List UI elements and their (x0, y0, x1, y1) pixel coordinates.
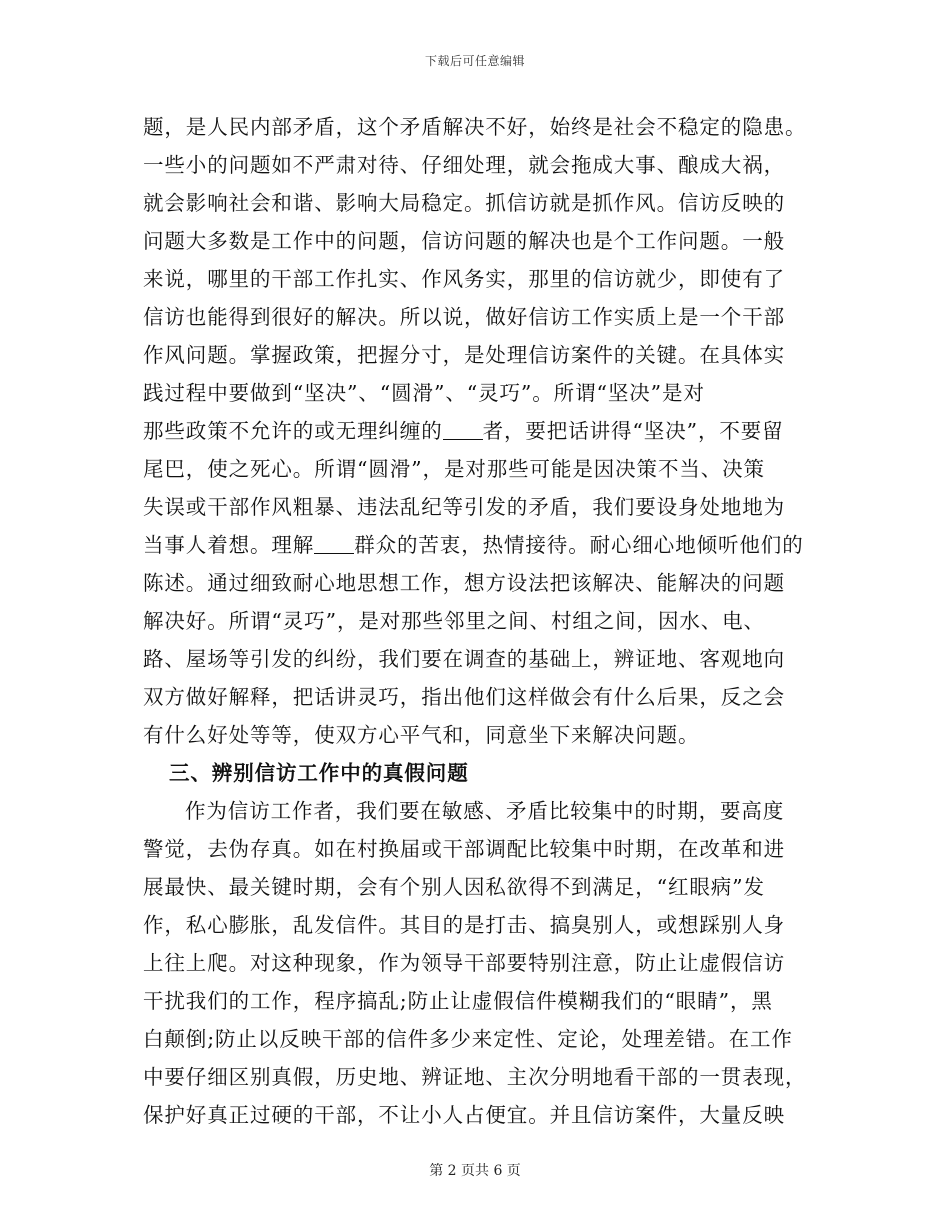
body-line: 白颠倒;防止以反映干部的信件多少来定性、定论，处理差错。在工作 (143, 1027, 793, 1051)
body-line: 警觉，去伪存真。如在村换届或干部调配比较集中时期，在改革和进 (143, 837, 785, 861)
paragraph-first-line: 作为信访工作者，我们要在敏感、矛盾比较集中的时期，要高度 (185, 799, 785, 823)
body-line: 信访也能得到很好的解决。所以说，做好信访工作实质上是一个干部 (143, 305, 785, 329)
body-line: 题，是人民内部矛盾，这个矛盾解决不好，始终是社会不稳定的隐患。 (143, 115, 807, 139)
body-line: 问题大多数是工作中的问题，信访问题的解决也是个工作问题。一般 (143, 229, 785, 253)
body-line-with-blank (143, 412, 803, 450)
body-line: 就会影响社会和谐、影响大局稳定。抓信访就是抓作风。信访反映的 (143, 191, 785, 215)
body-line: 一些小的问题如不严肃对待、仔细处理，就会拖成大事、酿成大祸， (143, 153, 785, 177)
body-line: 解决好。所谓“灵巧”，是对那些邻里之间、村组之间，因水、电、 (143, 609, 765, 633)
body-line: 中要仔细区别真假，历史地、辨证地、主次分明地看干部的一贯表现， (143, 1065, 807, 1089)
document-body (143, 108, 807, 1134)
fill-in-blank (314, 531, 354, 554)
section-heading: 三、辨别信访工作中的真假问题 (169, 761, 469, 785)
body-line: 作风问题。掌握政策，把握分寸，是处理信访案件的关键。在具体实 (143, 343, 785, 367)
line-segment: 当事人着想。理解 (143, 533, 315, 557)
body-line: 干扰我们的工作，程序搞乱;防止让虚假信件模糊我们的“眼睛”，黑 (143, 989, 773, 1013)
body-line: 上往上爬。对这种现象，作为领导干部要特别注意，防止让虚假信访 (143, 951, 785, 975)
line-segment: 那些政策不允许的或无理纠缠的 (143, 419, 443, 443)
body-line-with-blank (143, 526, 803, 564)
body-line: 双方做好解释，把话讲灵巧，指出他们这样做会有什么后果，反之会 (143, 685, 785, 709)
body-line: 保护好真正过硬的干部，不让小人占便宜。并且信访案件，大量反映 (143, 1103, 785, 1127)
body-line: 作，私心膨胀，乱发信件。其目的是打击、搞臭别人，或想踩别人身 (143, 913, 785, 937)
page-number-footer: 第 2 页共 6 页 (429, 1163, 521, 1179)
body-line: 践过程中要做到“坚决”、“圆滑”、“灵巧”。所谓“坚决”是对 (143, 381, 705, 405)
body-line: 展最快、最关键时期，会有个别人因私欲得不到满足，“红眼病”发 (143, 875, 765, 899)
body-line: 路、屋场等引发的纠纷，我们要在调查的基础上，辨证地、客观地向 (143, 647, 785, 671)
body-line: 陈述。通过细致耐心地思想工作，想方设法把该解决、能解决的问题 (143, 571, 785, 595)
body-line: 有什么好处等等，使双方心平气和，同意坐下来解决问题。 (143, 723, 700, 747)
body-line: 尾巴，使之死心。所谓“圆滑”，是对那些可能是因决策不当、决策 (143, 457, 765, 481)
fill-in-blank (443, 417, 483, 440)
body-line: 失误或干部作风粗暴、违法乱纪等引发的矛盾，我们要设身处地地为 (143, 495, 785, 519)
line-segment: 者，要把话讲得“坚决”，不要留 (482, 419, 784, 443)
body-line: 来说，哪里的干部工作扎实、作风务实，那里的信访就少，即使有了 (143, 267, 785, 291)
line-segment: 群众的苦衷，热情接待。耐心细心地倾听他们的 (354, 533, 804, 557)
page-header: 下载后可任意编辑 (424, 54, 525, 68)
